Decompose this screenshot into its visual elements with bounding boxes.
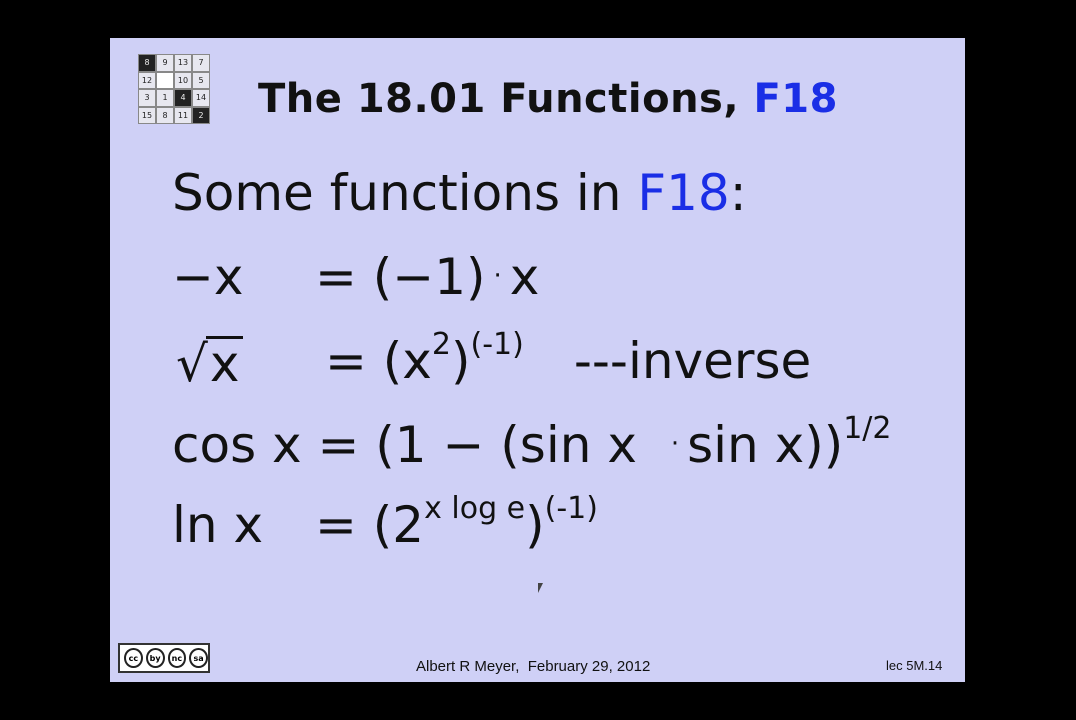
heading-text: Some functions in [172,164,638,222]
puzzle-cell: 12 [138,72,156,90]
eq1-neg-one: −1 [392,248,467,306]
puzzle-cell: 8 [138,54,156,72]
equation-neg-x [172,248,244,306]
cc-icon: cc [124,648,143,668]
puzzle-cell [156,72,174,90]
footer-date: February 29, 2012 [527,658,651,675]
heading-highlight: F18 [637,164,730,222]
eq4-lhs: ln x [172,496,264,554]
sa-icon: sa [189,648,208,668]
eq1-rhs-open: = ( [315,248,393,306]
sqrt-symbol: √x [176,336,243,389]
puzzle-cell: 13 [174,54,192,72]
puzzle-cell: 5 [192,72,210,90]
fifteen-puzzle-logo [138,54,210,124]
puzzle-cell: 4 [174,89,192,107]
eq4-sup-exp: x log e [424,491,526,526]
equation-ln-rhs [315,491,598,554]
puzzle-cell: 3 [138,89,156,107]
puzzle-cell: 10 [174,72,192,90]
eq2-rhs-open: = (x [325,332,432,390]
puzzle-cell: 1 [156,89,174,107]
eq3-text-b: sin x)) [687,416,844,474]
equation-neg-x-rhs [315,248,540,306]
footer-lecture-number: lec 5M.14 [886,658,943,673]
eq2-radicand: x [206,336,244,389]
eq2-rhs-close: ) [450,332,471,390]
puzzle-cell: 11 [174,107,192,125]
puzzle-cell: 8 [156,107,174,125]
eq1-dot: · [493,261,502,291]
eq3-sup-half: 1/2 [843,411,892,446]
puzzle-cell: 2 [192,107,210,125]
eq1-x: x [509,248,540,306]
eq2-inverse-note: ---inverse [573,332,812,390]
eq4-rhs-open: = (2 [315,496,425,554]
eq3-text-a: cos x = (1 − (sin x [172,416,653,474]
puzzle-cell: 9 [156,54,174,72]
eq4-sup-inverse: (-1) [544,491,598,526]
equation-sqrt-rhs [325,327,812,390]
by-icon: by [146,648,165,668]
eq2-sup-inverse: (-1) [470,327,524,362]
title-text: The 18.01 Functions, [258,76,754,122]
puzzle-cell: 15 [138,107,156,125]
mouse-cursor-icon [538,583,548,593]
eq1-lhs: −x [172,248,244,306]
eq4-rhs-close: ) [525,496,545,554]
creative-commons-license-badge[interactable] [118,643,210,673]
title-highlight: F18 [753,76,838,122]
eq3-dot: · [670,429,680,459]
heading-colon: : [729,164,747,222]
slide [110,38,965,682]
equation-ln [172,496,264,554]
footer-author-date [416,658,650,675]
equation-sqrt [176,335,243,393]
footer-author: Albert R Meyer, [416,658,520,675]
puzzle-cell: 7 [192,54,210,72]
puzzle-cell: 14 [192,89,210,107]
slide-title [258,76,838,122]
nc-icon: nc [168,648,187,668]
equation-cos [172,411,892,474]
heading-line [172,164,747,222]
eq2-sup-2: 2 [431,327,451,362]
eq1-rhs-close: ) [466,248,486,306]
